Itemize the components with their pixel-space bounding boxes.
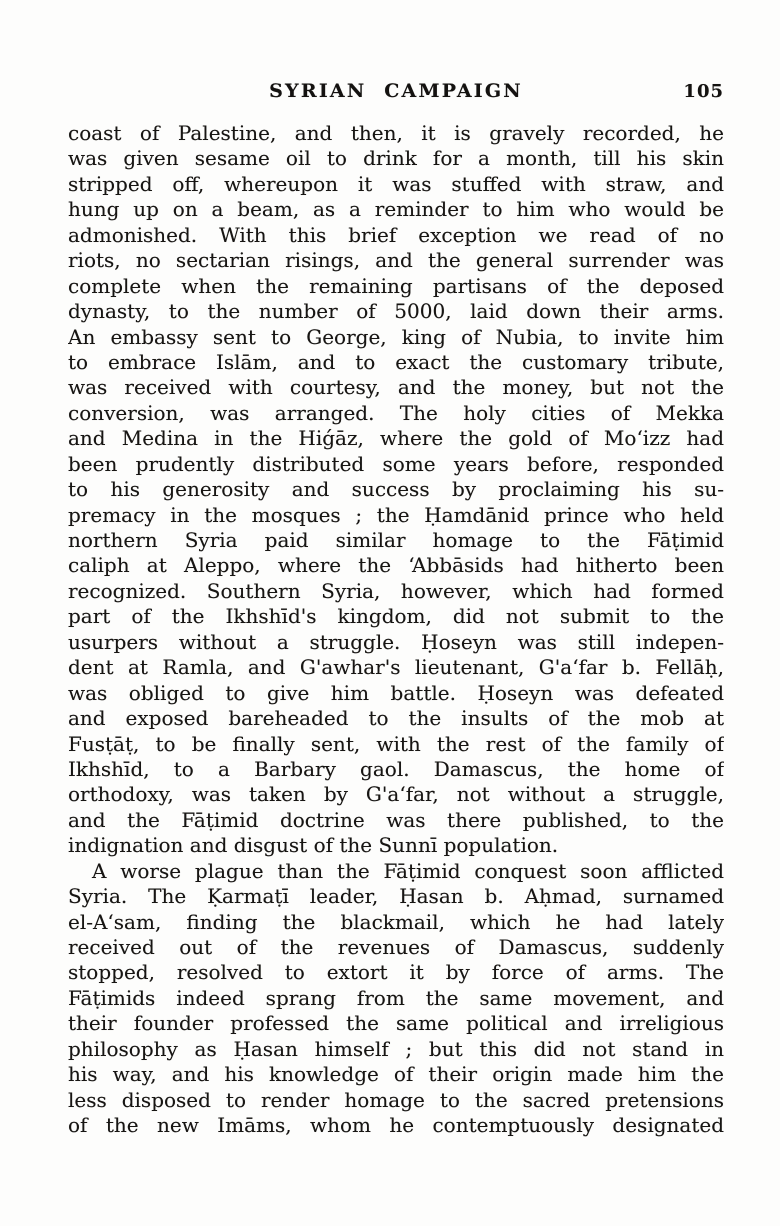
- text-line: el-Aʻsam, finding the blackmail, which he had lately: [68, 909, 724, 934]
- running-title: SYRIAN CAMPAIGN: [269, 80, 523, 102]
- page-body: [68, 121, 724, 1139]
- text-line: stripped off, whereupon it was stuffed with straw, and: [68, 171, 724, 196]
- text-line: indignation and disgust of the Sunnī population.: [68, 833, 559, 858]
- page-number: 105: [683, 81, 724, 102]
- text-line: premacy in the mosques ; the Ḥamdānid prince who held: [68, 502, 724, 527]
- text-line: hung up on a beam, as a reminder to him who would be: [68, 197, 724, 222]
- paragraph-1: [68, 121, 724, 859]
- text-line: recognized. Southern Syria, however, which had formed: [68, 578, 724, 603]
- text-line: stopped, resolved to extort it by force of arms. The: [68, 960, 724, 985]
- page-header: [68, 80, 724, 104]
- text-line: was given sesame oil to drink for a month, till his skin: [68, 146, 724, 171]
- text-line: and Medina in the Hiǵāz, where the gold of Moʻizz had: [68, 426, 724, 451]
- text-line: Fāṭimids indeed sprang from the same movement, and: [68, 985, 724, 1010]
- text-line: usurpers without a struggle. Ḥoseyn was still indepen-: [68, 629, 724, 654]
- text-line: Ikhshīd, to a Barbary gaol. Damascus, the home of: [68, 756, 724, 781]
- text-line: orthodoxy, was taken by G'aʻfar, not without a struggle,: [68, 782, 724, 807]
- text-line: of the new Imāms, whom he contemptuously designated: [68, 1113, 724, 1138]
- text-line: Fusṭāṭ, to be finally sent, with the rest of the family of: [68, 731, 724, 756]
- text-line: to his generosity and success by proclaiming his su-: [68, 477, 724, 502]
- text-line: complete when the remaining partisans of the deposed: [68, 273, 724, 298]
- text-line: caliph at Aleppo, where the ʻAbbāsids had hitherto been: [68, 553, 724, 578]
- text-line: and the Fāṭimid doctrine was there published, to the: [68, 807, 724, 832]
- text-line: been prudently distributed some years before, responded: [68, 451, 724, 476]
- text-line: dynasty, to the number of 5000, laid down their arms.: [68, 299, 724, 324]
- text-line: Syria. The Ḳarmaṭī leader, Ḥasan b. Aḥmad, surnamed: [68, 884, 724, 909]
- text-line: to embrace Islām, and to exact the customary tribute,: [68, 349, 724, 374]
- text-line: northern Syria paid similar homage to the Fāṭimid: [68, 528, 724, 552]
- text-line: A worse plague than the Fāṭimid conquest soon afflicted: [92, 858, 724, 883]
- text-line: admonished. With this brief exception we read of no: [68, 222, 724, 247]
- text-line: dent at Ramla, and G'awhar's lieutenant, G'aʻfar b. Fellāḥ,: [68, 655, 724, 680]
- text-line: received out of the revenues of Damascus, suddenly: [68, 935, 724, 959]
- text-line: coast of Palestine, and then, it is gravely recorded, he: [68, 121, 724, 145]
- text-line: conversion, was arranged. The holy cities of Mekka: [68, 400, 724, 425]
- text-line: part of the Ikhshīd's kingdom, did not submit to the: [68, 604, 724, 629]
- text-line: was received with courtesy, and the money, but not the: [68, 375, 724, 400]
- text-line: riots, no sectarian risings, and the general surrender was: [68, 248, 724, 273]
- text-line: philosophy as Ḥasan himself ; but this did not stand in: [68, 1036, 724, 1061]
- text-line: and exposed bareheaded to the insults of the mob at: [68, 706, 724, 731]
- text-line: his way, and his knowledge of their origin made him the: [68, 1062, 724, 1087]
- text-line: An embassy sent to George, king of Nubia, to invite him: [68, 324, 724, 349]
- text-line: less disposed to render homage to the sacred pretensions: [68, 1087, 724, 1112]
- text-line: was obliged to give him battle. Ḥoseyn was defeated: [68, 680, 724, 705]
- paragraph-2: [68, 859, 724, 1139]
- text-line: their founder professed the same political and irreligious: [68, 1011, 724, 1036]
